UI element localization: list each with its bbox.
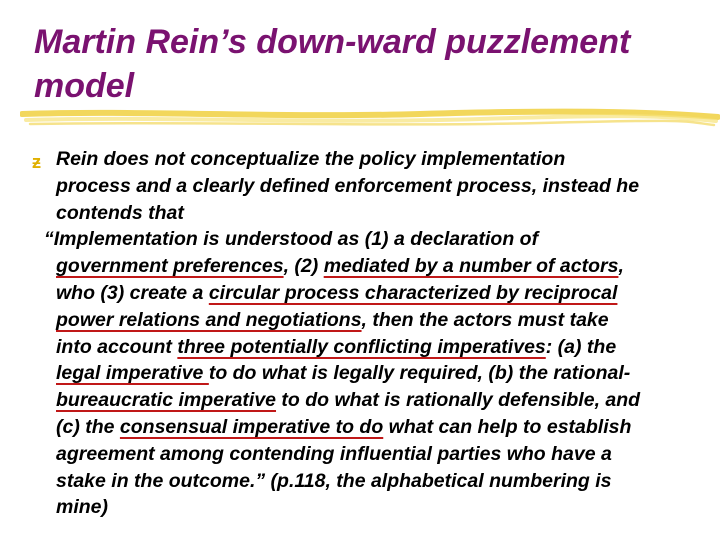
text-run: (c) the — [56, 415, 120, 438]
body-line — [56, 414, 716, 441]
body-line: contends that — [56, 201, 184, 224]
body-line: Rein does not conceptualize the policy implementation — [56, 148, 566, 170]
slide-body — [44, 146, 716, 521]
title-underline-decoration — [20, 106, 720, 132]
body-line — [56, 253, 716, 280]
underlined-phrase: mediated by a number of actors — [323, 255, 619, 278]
underlined-phrase: circular process characterized by reciprocal — [208, 281, 618, 304]
body-line: stake in the outcome.” (p.118, the alphabetical numbering is — [56, 469, 612, 492]
text-run: what can help to establish — [383, 415, 632, 438]
body-line: mine) — [56, 496, 109, 519]
text-run: who (3) create a — [56, 281, 209, 304]
text-run: to do what is legally required, (b) the rational- — [208, 362, 631, 385]
underlined-phrase: consensual imperative to do — [119, 415, 384, 438]
body-line — [56, 360, 716, 387]
z-bullet-icon: ƶ — [32, 152, 41, 172]
underlined-phrase: power relations and negotiations — [56, 308, 362, 331]
body-line: agreement among contending influential parties who have a — [56, 442, 612, 465]
text-run: , — [618, 255, 624, 278]
underlined-phrase: three potentially conflicting imperatives — [177, 335, 546, 358]
text-run: : (a) the — [545, 335, 617, 358]
underlined-phrase: legal imperative — [56, 362, 209, 385]
body-line — [56, 387, 716, 414]
body-line — [56, 334, 716, 361]
text-run: , (2) — [283, 255, 324, 278]
body-line: process and a clearly defined enforcement process, instead he — [56, 174, 640, 197]
text-run: , then the actors must take — [361, 308, 609, 331]
underlined-phrase: government preferences — [56, 255, 284, 278]
quote-start-line: “Implementation is understood as (1) a declaration of — [44, 228, 539, 251]
text-run: to do what is rationally defensible, and — [276, 389, 641, 412]
slide-title: Martin Rein’s down-ward puzzlement model — [34, 23, 631, 105]
underlined-phrase: bureaucratic imperative — [56, 389, 277, 412]
body-line — [56, 280, 716, 307]
body-line — [56, 307, 716, 334]
text-run: into account — [56, 335, 178, 358]
